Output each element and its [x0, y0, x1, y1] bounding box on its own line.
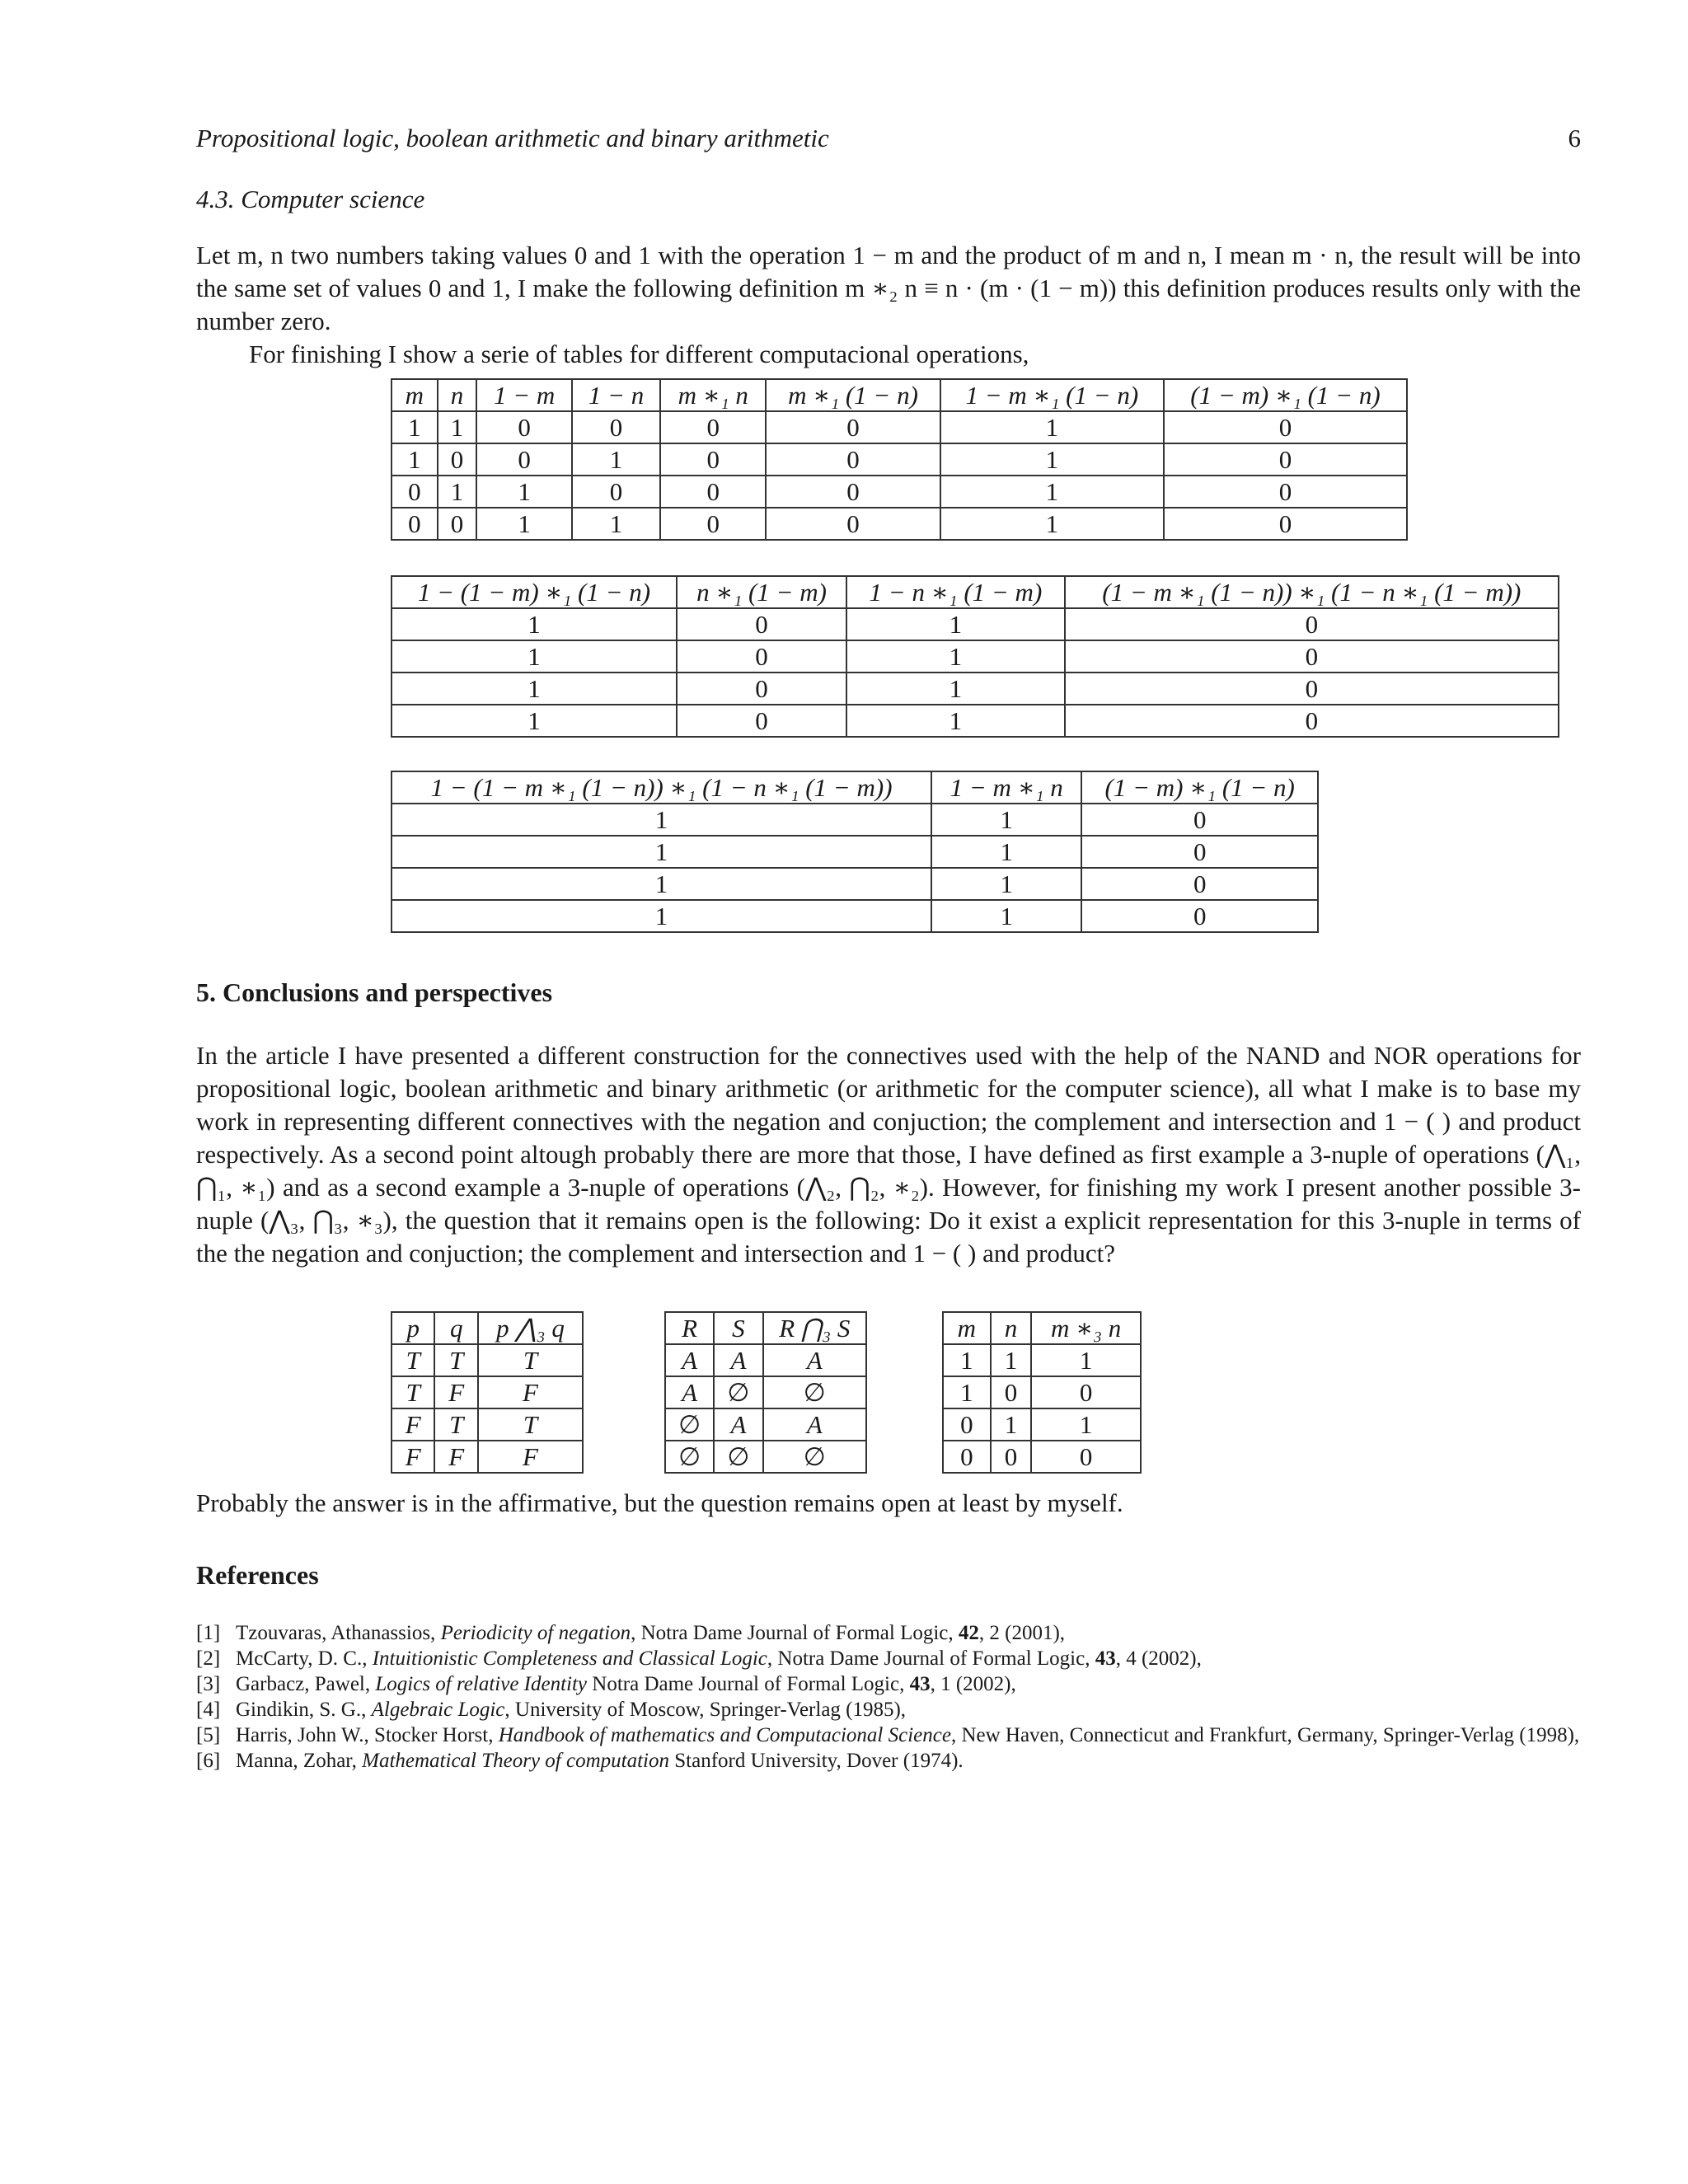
table-cell: ∅ — [665, 1408, 714, 1441]
reference-venue: , University of Moscow, Springer-Verlag (1985), — [504, 1699, 907, 1721]
table-cell: 0 — [1065, 673, 1559, 705]
table-cell: T — [434, 1408, 477, 1441]
table-operations-2 — [391, 575, 1559, 738]
reference-rest: , 2 (2001), — [978, 1622, 1066, 1644]
table-cell: 0 — [392, 508, 438, 540]
table-cell: A — [714, 1344, 762, 1376]
page-number: 6 — [1568, 124, 1581, 152]
table-header-cell: 1 − n — [572, 379, 660, 411]
table-row — [392, 900, 1318, 932]
reference-volume: 43 — [1090, 1647, 1116, 1670]
table-cell: 0 — [438, 508, 477, 540]
table-cell: 1 — [392, 608, 677, 640]
table-cell: 0 — [1065, 705, 1559, 737]
table-row — [943, 1344, 1141, 1376]
table-cell: 1 — [392, 900, 931, 932]
table-header-cell: 1 − m ∗₁ (1 − n) — [940, 379, 1164, 411]
table-header-cell: 1 − (1 − m ∗₁ (1 − n)) ∗₁ (1 − n ∗₁ (1 − m)) — [392, 771, 931, 804]
table-cell: 0 — [677, 608, 846, 640]
table-cell: 1 — [846, 608, 1065, 640]
table-header-cell: m ∗₁ n — [660, 379, 766, 411]
table-cell: T — [478, 1344, 583, 1376]
table-cell: 0 — [766, 508, 940, 540]
table-cell: 1 — [392, 673, 677, 705]
table-cell: A — [763, 1408, 866, 1441]
table-header-row — [392, 379, 1407, 411]
table-header-cell: p ⋀₃ q — [478, 1312, 583, 1344]
references-list — [196, 1620, 1581, 1774]
table-cell: 0 — [1065, 640, 1559, 673]
table-cell: 0 — [677, 673, 846, 705]
table-cell: 0 — [1081, 900, 1318, 932]
table-cell: 0 — [660, 476, 766, 508]
reference-number: [3] — [196, 1673, 221, 1695]
table-header-cell: (1 − m) ∗₁ (1 − n) — [1164, 379, 1407, 411]
table-cell: F — [392, 1408, 434, 1441]
reference-authors: McCarty, D. C., — [236, 1647, 373, 1670]
table-row — [392, 640, 1559, 673]
table-cell: 0 — [766, 476, 940, 508]
table-cell: 0 — [1031, 1441, 1141, 1473]
table-row — [665, 1376, 866, 1408]
table-header-cell: (1 − m ∗₁ (1 − n)) ∗₁ (1 − n ∗₁ (1 − m)) — [1065, 576, 1559, 608]
table-row — [943, 1408, 1141, 1441]
table-row — [943, 1441, 1141, 1473]
table-header-cell: (1 − m) ∗₁ (1 − n) — [1081, 771, 1318, 804]
table-cell: 0 — [660, 508, 766, 540]
reference-venue: Notra Dame Journal of Formal Logic, — [587, 1673, 905, 1695]
table-cell: 1 — [392, 411, 438, 443]
table-cell: 0 — [991, 1376, 1032, 1408]
reference-authors: Manna, Zohar, — [236, 1750, 363, 1772]
reference-number: [5] — [196, 1724, 221, 1746]
reference-rest: , 4 (2002), — [1115, 1647, 1202, 1670]
table-header-row — [943, 1312, 1141, 1344]
table-row — [665, 1408, 866, 1441]
table-cell: 1 — [476, 476, 571, 508]
table-cell: T — [392, 1344, 434, 1376]
table-cell: 1 — [943, 1344, 991, 1376]
table-header-cell: p — [392, 1312, 434, 1344]
table-cell: 1 — [392, 804, 931, 836]
reference-number: [2] — [196, 1647, 221, 1670]
table-cell: 0 — [572, 476, 660, 508]
table-row — [392, 508, 1407, 540]
reference-authors: Tzouvaras, Athanassios, — [236, 1622, 441, 1644]
table-cell: ∅ — [714, 1376, 762, 1408]
table-cell: 1 — [943, 1376, 991, 1408]
table-cell: F — [392, 1441, 434, 1473]
table-cell: 1 — [931, 900, 1081, 932]
table-cell: 1 — [1031, 1344, 1141, 1376]
table-cell: ∅ — [763, 1441, 866, 1473]
table-cell: 0 — [438, 443, 477, 476]
table-row — [665, 1441, 866, 1473]
table-row — [392, 1344, 583, 1376]
table-cell: 0 — [1065, 608, 1559, 640]
reference-item — [196, 1697, 1581, 1722]
table-cell: 1 — [438, 476, 477, 508]
table-cell: 1 — [1031, 1408, 1141, 1441]
table-cell: 1 — [392, 640, 677, 673]
table-sets-intersection3 — [664, 1311, 867, 1474]
reference-number: [4] — [196, 1699, 221, 1721]
table-cell: T — [434, 1344, 477, 1376]
table-header-cell: m — [392, 379, 438, 411]
table-cell: F — [478, 1441, 583, 1473]
section-5-closing: Probably the answer is in the affirmative, but the question remains open at least by myself. — [196, 1488, 1123, 1517]
table-row — [392, 411, 1407, 443]
reference-authors: Gindikin, S. G., — [236, 1699, 372, 1721]
reference-venue: Stanford University, Dover (1974). — [669, 1750, 964, 1772]
table-header-cell: n ∗₁ (1 − m) — [677, 576, 846, 608]
table-cell: 1 — [991, 1344, 1032, 1376]
table-row — [392, 608, 1559, 640]
table-cell: ∅ — [763, 1376, 866, 1408]
table-header-cell: R — [665, 1312, 714, 1344]
table-header-cell: n — [438, 379, 477, 411]
reference-title: Handbook of mathematics and Computacional Science — [498, 1724, 951, 1746]
table-cell: F — [478, 1376, 583, 1408]
reference-volume: 43 — [904, 1673, 931, 1695]
table-row — [665, 1344, 866, 1376]
table-cell: 0 — [660, 411, 766, 443]
table-cell: 0 — [943, 1441, 991, 1473]
table-cell: 1 — [931, 868, 1081, 900]
table-cell: 0 — [677, 640, 846, 673]
table-cell: 0 — [1164, 476, 1407, 508]
table-cell: A — [763, 1344, 866, 1376]
table-logic-and3 — [391, 1311, 584, 1474]
reference-venue: , Notra Dame Journal of Formal Logic, — [767, 1647, 1090, 1670]
reference-title: Intuitionistic Completeness and Classical Logic — [372, 1647, 767, 1670]
table-cell: 1 — [846, 705, 1065, 737]
table-row — [392, 705, 1559, 737]
section-4-3-title: 4.3. Computer science — [196, 185, 425, 213]
table-operations-1 — [391, 378, 1408, 541]
reference-item — [196, 1671, 1581, 1697]
table-cell: 0 — [1081, 836, 1318, 868]
table-cell: 1 — [392, 836, 931, 868]
table-operations-3 — [391, 771, 1319, 933]
table-header-cell: R ⋂₃ S — [763, 1312, 866, 1344]
running-head-title: Propositional logic, boolean arithmetic and binary arithmetic — [196, 124, 829, 152]
table-cell: A — [665, 1376, 714, 1408]
table-cell: 0 — [392, 476, 438, 508]
table-cell: 0 — [943, 1408, 991, 1441]
table-row — [392, 1376, 583, 1408]
table-row — [392, 443, 1407, 476]
table-header-cell: m ∗₁ (1 − n) — [766, 379, 940, 411]
section-4-3-paragraph: Let m, n two numbers taking values 0 and 1 with the operation 1 − m and the product of m and n, I mean m · n, the result will be into the same set of values 0 and 1, I make the following definition m ∗₂ n ≡ n · (m · (1 − m)) this definition produces results only with the number zero. — [196, 241, 1581, 335]
table-cell: F — [434, 1376, 477, 1408]
reference-title: Logics of relative Identity — [375, 1673, 588, 1695]
table-row — [392, 476, 1407, 508]
reference-item — [196, 1748, 1581, 1774]
section-5-title: 5. Conclusions and perspectives — [196, 977, 553, 1007]
table-cell: 0 — [1164, 411, 1407, 443]
table-header-row — [665, 1312, 866, 1344]
reference-venue: , New Haven, Connecticut and Frankfurt, Germany, Springer-Verlag (1998), — [950, 1724, 1580, 1746]
table-cell: 0 — [1164, 508, 1407, 540]
table-cell: 1 — [940, 443, 1164, 476]
references-title: References — [196, 1560, 319, 1590]
reference-item — [196, 1646, 1581, 1671]
table-header-cell: n — [991, 1312, 1032, 1344]
reference-venue: , Notra Dame Journal of Formal Logic, — [631, 1622, 954, 1644]
table-cell: F — [434, 1441, 477, 1473]
reference-volume: 42 — [953, 1622, 979, 1644]
table-row — [392, 804, 1318, 836]
table-cell: 1 — [991, 1408, 1032, 1441]
reference-rest: , 1 (2002), — [930, 1673, 1016, 1695]
table-header-cell: 1 − n ∗₁ (1 − m) — [846, 576, 1065, 608]
table-cell: 1 — [572, 443, 660, 476]
table-cell: 1 — [846, 640, 1065, 673]
table-cell: 1 — [392, 443, 438, 476]
table-cell: 0 — [1081, 804, 1318, 836]
table-cell: 0 — [991, 1441, 1032, 1473]
table-binary-star3 — [942, 1311, 1142, 1474]
table-row — [392, 836, 1318, 868]
reference-title: Mathematical Theory of computation — [362, 1750, 669, 1772]
table-cell: A — [714, 1408, 762, 1441]
table-header-cell: m — [943, 1312, 991, 1344]
table-cell: 0 — [677, 705, 846, 737]
reference-title: Algebraic Logic — [371, 1699, 505, 1721]
table-cell: 1 — [940, 476, 1164, 508]
table-header-cell: q — [434, 1312, 477, 1344]
table-cell: 1 — [940, 411, 1164, 443]
reference-authors: Harris, John W., Stocker Horst, — [236, 1724, 499, 1746]
table-cell: 0 — [476, 411, 571, 443]
table-cell: 0 — [766, 411, 940, 443]
reference-item — [196, 1722, 1581, 1748]
table-cell: 0 — [572, 411, 660, 443]
table-cell: 1 — [572, 508, 660, 540]
table-cell: 0 — [1164, 443, 1407, 476]
table-cell: 1 — [392, 868, 931, 900]
table-cell: 1 — [940, 508, 1164, 540]
table-row — [392, 868, 1318, 900]
reference-item — [196, 1620, 1581, 1646]
reference-number: [6] — [196, 1750, 221, 1772]
reference-title: Periodicity of negation — [440, 1622, 631, 1644]
table-cell: ∅ — [665, 1441, 714, 1473]
running-head — [196, 124, 1581, 160]
table-cell: T — [392, 1376, 434, 1408]
table-cell: 1 — [846, 673, 1065, 705]
table-cell: 1 — [931, 804, 1081, 836]
section-4-3-intro-tables: For finishing I show a serie of tables for different computacional operations, — [249, 340, 1029, 368]
table-cell: 1 — [392, 705, 677, 737]
section-5-paragraph: In the article I have presented a different construction for the connectives used with the help of the NAND and NOR operations for propositional logic, boolean arithmetic and binary arithmetic (or arithmetic for the computer science), all what I make is to base my work in representing different connectives with the negation and conjuction; the complement and intersection and 1 − ( ) and product respectively. As a second point altough probably there are more that those, I have defined as first example a 3-nuple of operations (⋀₁, ⋂₁, ∗₁) and as a second example a 3-nuple of operations (⋀₂, ⋂₂, ∗₂). However, for finishing my work I present another possible 3-nuple (⋀₃, ⋂₃, ∗₃), the question that it remains open is the following: Do it exist a explicit representation for this 3-nuple in terms of the the negation and conjuction; the complement and intersection and 1 − ( ) and product? — [196, 1041, 1581, 1268]
table-cell: 1 — [438, 411, 477, 443]
table-cell: 1 — [476, 508, 571, 540]
table-header-cell: S — [714, 1312, 762, 1344]
table-cell: 0 — [1081, 868, 1318, 900]
table-cell: T — [478, 1408, 583, 1441]
table-cell: 1 — [931, 836, 1081, 868]
reference-number: [1] — [196, 1622, 221, 1644]
table-header-cell: 1 − m — [476, 379, 571, 411]
table-row — [392, 1408, 583, 1441]
table-row — [392, 673, 1559, 705]
reference-authors: Garbacz, Pawel, — [236, 1673, 376, 1695]
table-header-cell: 1 − (1 − m) ∗₁ (1 − n) — [392, 576, 677, 608]
table-cell: 0 — [1031, 1376, 1141, 1408]
table-row — [943, 1376, 1141, 1408]
table-cell: ∅ — [714, 1441, 762, 1473]
table-header-row — [392, 771, 1318, 804]
table-row — [392, 1441, 583, 1473]
table-header-cell: 1 − m ∗₁ n — [931, 771, 1081, 804]
table-cell: A — [665, 1344, 714, 1376]
table-header-row — [392, 1312, 583, 1344]
table-header-cell: m ∗₃ n — [1031, 1312, 1141, 1344]
table-cell: 0 — [476, 443, 571, 476]
table-header-row — [392, 576, 1559, 608]
table-cell: 0 — [766, 443, 940, 476]
table-cell: 0 — [660, 443, 766, 476]
